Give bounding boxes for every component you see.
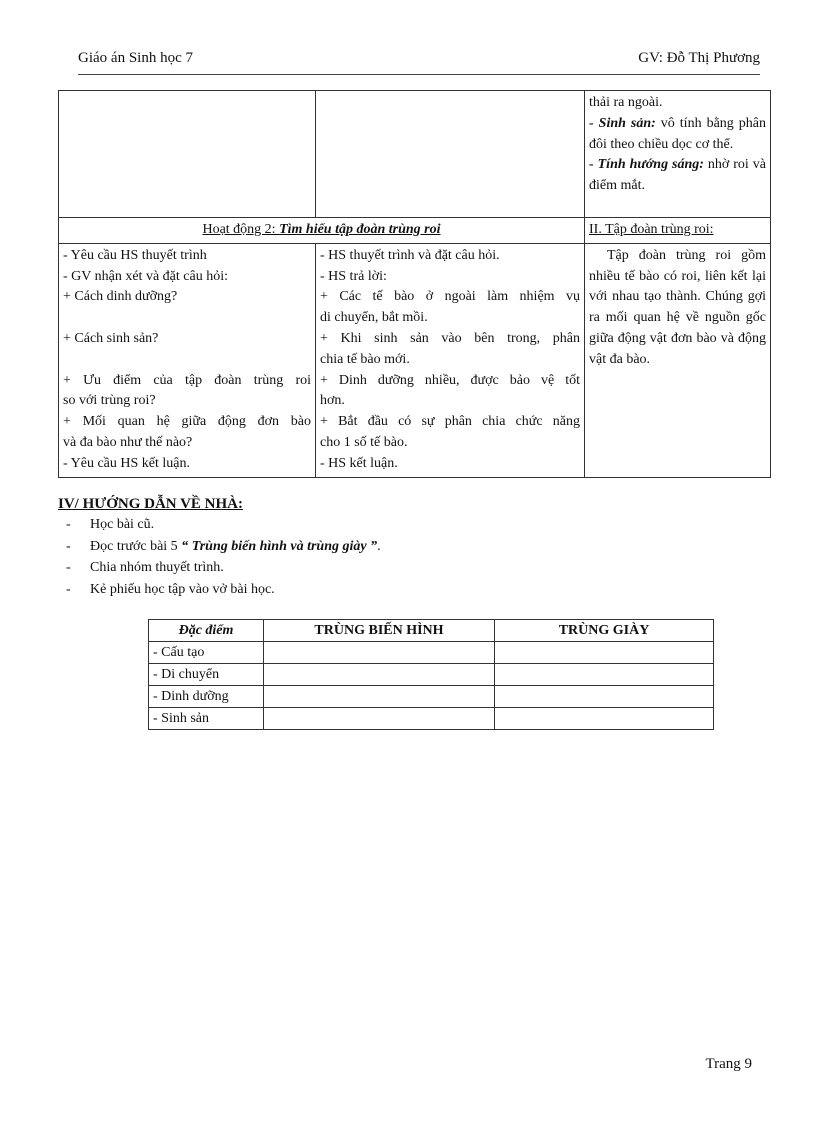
header-teacher: GV: Đỗ Thị Phương: [638, 50, 760, 66]
blank-cell: [264, 686, 495, 708]
comparison-table: [148, 619, 714, 730]
blank-cell: [264, 708, 495, 730]
student-line: - HS thuyết trình và đặt câu hỏi.: [320, 247, 500, 263]
section-label: II. Tập đoàn trùng roi:: [589, 222, 714, 237]
feature-label: - Dinh dưỡng: [149, 686, 264, 708]
table-row-activity-header: [59, 218, 771, 244]
list-item: - Chia nhóm thuyết trình.: [58, 557, 381, 579]
header-paramecium: TRÙNG GIÀY: [495, 620, 714, 642]
header-feature: Đặc điểm: [149, 620, 264, 642]
header-amoeba: TRÙNG BIẾN HÌNH: [264, 620, 495, 642]
table-row-continuation: [59, 91, 771, 218]
section-label-cell: [585, 218, 771, 244]
list-item: - Kẻ phiếu học tập vào vở bài học.: [58, 579, 381, 601]
list-item: - Học bài cũ.: [58, 514, 381, 536]
teacher-line: - GV nhận xét và đặt câu hỏi:: [63, 268, 228, 284]
student-activities: [316, 243, 585, 477]
student-line: cho 1 số tế bào.: [320, 434, 408, 450]
comparison-header-row: [149, 620, 714, 642]
activity-title: Tìm hiểu tập đoàn trùng roi: [279, 222, 441, 237]
student-line: chia tế bào mới.: [320, 351, 410, 367]
cell-empty-1: [59, 91, 316, 218]
student-line: - HS trả lời:: [320, 268, 387, 284]
teacher-line: - Yêu cầu HS thuyết trình: [63, 247, 207, 263]
table-row: [149, 686, 714, 708]
table-row: [149, 708, 714, 730]
list-item: - Đọc trước bài 5 “ Trùng biến hình và trùng giày ”.: [58, 536, 381, 558]
cell-flagellate-summary: thải ra ngoài. - Sinh sản: vô tính bằng phân đôi theo chiều dọc cơ thể. - Tính hướng sáng: nhờ roi và điểm mắt.: [585, 91, 771, 218]
table-row-activity-body: [59, 243, 771, 477]
blank-cell: [264, 664, 495, 686]
feature-label: - Cấu tạo: [149, 642, 264, 664]
student-line: + Khi sinh sản vào bên trong, phân: [320, 330, 580, 346]
teacher-line: so với trùng roi?: [63, 393, 156, 409]
phototaxis-label: - Tính hướng sáng:: [589, 157, 704, 173]
blank-cell: [264, 642, 495, 664]
student-line: di chuyển, bắt mồi.: [320, 310, 428, 326]
blank-cell: [495, 708, 714, 730]
header-course: Giáo án Sinh học 7: [78, 50, 193, 66]
teacher-line: [63, 350, 311, 371]
page-header: [78, 50, 760, 75]
next-lesson-title: “ Trùng biến hình và trùng giày ”: [181, 538, 378, 554]
reproduction-label: - Sinh sản:: [589, 115, 656, 131]
page-number: Trang 9: [705, 1056, 752, 1072]
teacher-activities: [59, 243, 316, 477]
colony-conclusion: Tập đoàn trùng roi gồm nhiều tế bào có roi, liên kết lại với nhau tạo thành. Chúng gợi ra mối quan hệ về nguồn gốc giữa động vật đơn bào và động vật đa bào.: [585, 243, 771, 477]
table-row: [149, 642, 714, 664]
feature-label: - Di chuyển: [149, 664, 264, 686]
table-row: [149, 664, 714, 686]
cell-empty-2: [316, 91, 585, 218]
teacher-line: + Ưu điểm của tập đoàn trùng roi: [63, 372, 311, 388]
blank-cell: [495, 686, 714, 708]
teacher-line: - Yêu cầu HS kết luận.: [63, 455, 190, 471]
teacher-line: + Cách sinh sản?: [63, 330, 159, 346]
blank-cell: [495, 664, 714, 686]
student-line: + Bắt đầu có sự phân chia chức năng: [320, 414, 580, 430]
teacher-line: [63, 308, 311, 329]
student-line: hơn.: [320, 393, 345, 409]
student-line: + Các tế bào ở ngoài làm nhiệm vụ: [320, 289, 580, 305]
lesson-table: [58, 90, 771, 478]
homework-list: [58, 514, 381, 600]
activity-heading: Hoạt động 2: Tìm hiểu tập đoàn trùng roi: [59, 218, 585, 244]
homework-title: IV/ HƯỚNG DẪN VỀ NHÀ:: [58, 496, 244, 512]
student-line: - HS kết luận.: [320, 455, 398, 471]
teacher-line: + Cách dinh dưỡng?: [63, 289, 178, 305]
teacher-line: + Mối quan hệ giữa động đơn bào: [63, 414, 311, 430]
teacher-line: và đa bào như thế nào?: [63, 434, 193, 450]
student-line: + Dinh dưỡng nhiều, được bảo vệ tốt: [320, 372, 580, 388]
blank-cell: [495, 642, 714, 664]
feature-label: - Sinh sản: [149, 708, 264, 730]
